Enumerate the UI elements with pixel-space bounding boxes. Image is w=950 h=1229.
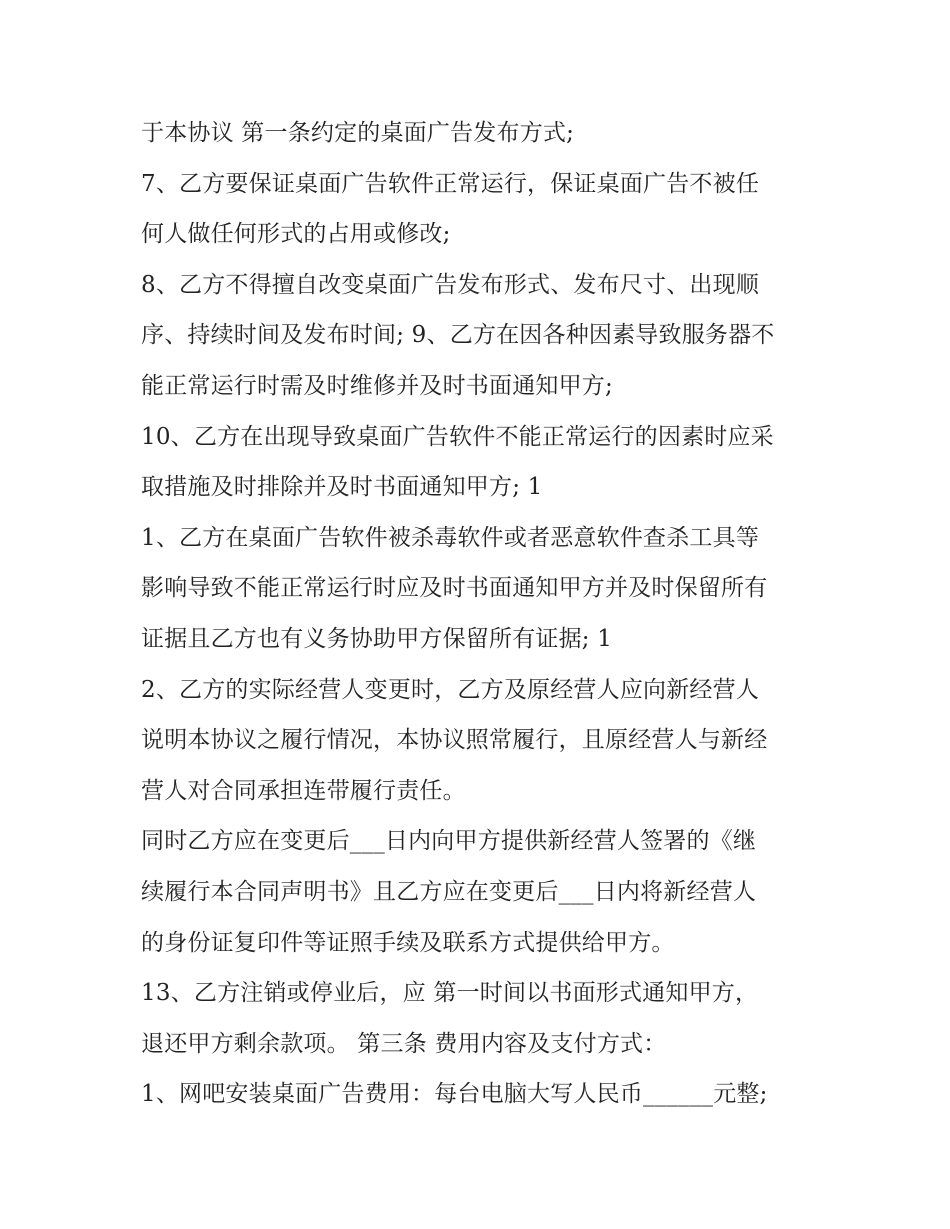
text-line: 13、乙方注销或停业后，应 第一时间以书面形式通知甲方， [141, 980, 759, 1007]
text-line: 7、乙方要保证桌面广告软件正常运行，保证桌面广告不被任 [141, 170, 760, 197]
text-line: 取措施及时排除并及时书面通知甲方; 1 [141, 474, 543, 501]
text-line: 能正常运行时需及时维修并及时书面通知甲方; [141, 372, 613, 399]
text-line: 证据且乙方也有义务协助甲方保留所有证据; 1 [141, 625, 613, 652]
text-line: 于本协议 第一条约定的桌面广告发布方式; [141, 120, 575, 146]
text-line: 的身份证复印件等证照手续及联系方式提供给甲方。 [141, 929, 675, 956]
text-line: 说明本协议之履行情况，本协议照常履行，且原经营人与新经 [141, 727, 768, 754]
text-line: 10、乙方在出现导致桌面广告软件不能正常运行的因素时应采 [141, 423, 774, 450]
text-line: 影响导致不能正常运行时应及时书面通知甲方并及时保留所有 [141, 575, 768, 602]
text-line: 序、持续时间及发布时间; 9、乙方在因各种因素导致服务器不 [141, 322, 775, 349]
text-line: 同时乙方应在变更后___日内向甲方提供新经营人签署的《继 [141, 828, 757, 855]
contract-text [141, 108, 821, 1120]
text-line: 1、乙方在桌面广告软件被杀毒软件或者恶意软件查杀工具等 [141, 524, 760, 551]
text-line: 退还甲方剩余款项。 第三条 费用内容及支付方式： [141, 1030, 667, 1057]
text-line: 8、乙方不得擅自改变桌面广告发布形式、发布尺寸、出现顺 [141, 271, 760, 298]
text-line: 1、网吧安装桌面广告费用：每台电脑大写人民币______元整; [141, 1081, 768, 1108]
text-line: 何人做任何形式的占用或修改; [141, 221, 451, 248]
text-line: 营人对合同承担连带履行责任。 [141, 777, 466, 804]
text-line: 续履行本合同声明书》且乙方应在变更后___日内将新经营人 [141, 878, 757, 905]
text-line: 2、乙方的实际经营人变更时，乙方及原经营人应向新经营人 [141, 676, 760, 703]
